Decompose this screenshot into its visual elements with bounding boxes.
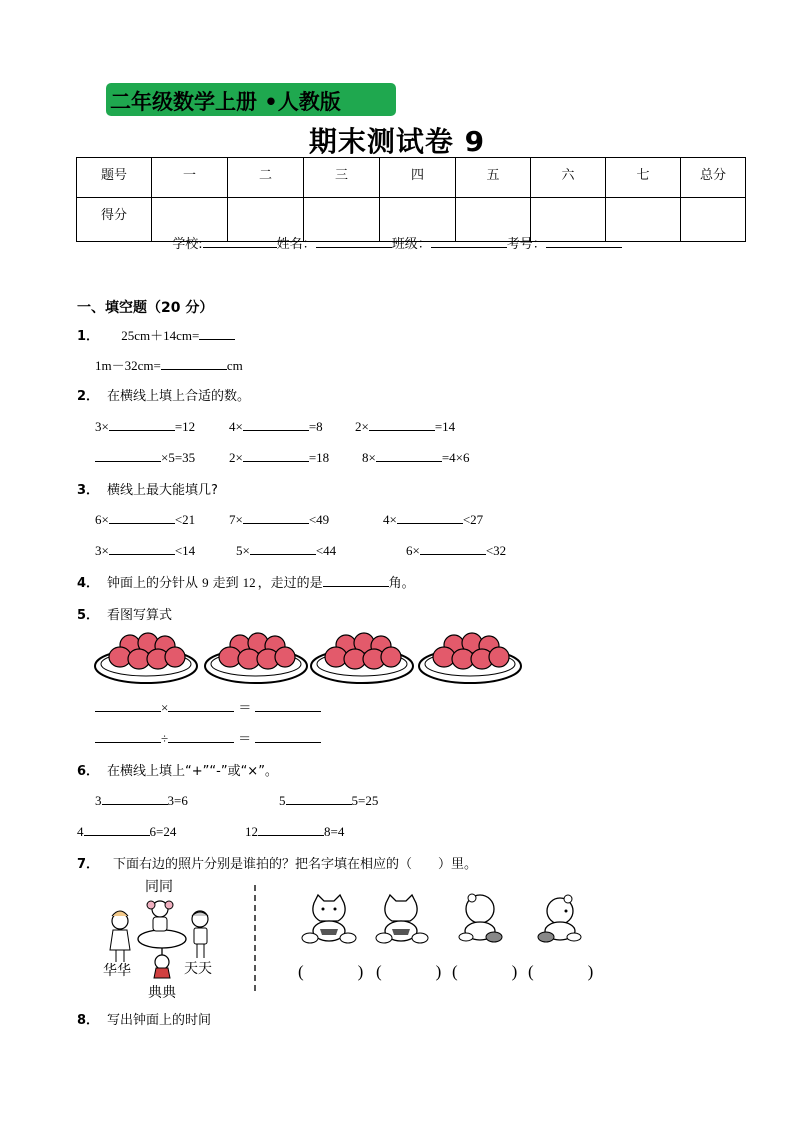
header-cell: 二: [228, 158, 304, 198]
answer-blank[interactable]: [161, 357, 227, 370]
answer-blank[interactable]: [102, 792, 168, 805]
expression: =8: [308, 419, 323, 434]
answer-blank[interactable]: [286, 792, 352, 805]
question-3: [77, 479, 218, 498]
question-5: [77, 604, 172, 623]
exam-no-blank[interactable]: [546, 235, 622, 248]
answer-blank[interactable]: [109, 542, 175, 555]
paren-open: (: [298, 962, 304, 981]
expression: 8=4: [324, 824, 345, 839]
paren-open: (: [452, 962, 458, 981]
q3-row1-c: [383, 511, 483, 528]
expression: <27: [462, 512, 484, 527]
answer-blank[interactable]: [109, 511, 175, 524]
answer-blank[interactable]: [95, 730, 161, 743]
expression: 4×: [229, 419, 243, 434]
toy-photo: [376, 895, 428, 943]
question-6: [77, 760, 278, 779]
q6-row1-b: [279, 792, 378, 809]
divide-sign: ÷: [161, 731, 169, 746]
header-cell: 七: [606, 158, 681, 198]
paren-close: ): [511, 962, 518, 981]
answer-blank[interactable]: [243, 511, 309, 524]
q3-row1-b: [229, 511, 329, 528]
header-cell: 五: [456, 158, 531, 198]
expression: 3=6: [167, 793, 188, 808]
q2-row1: [95, 418, 195, 435]
question-text: 在横线上填上合适的数。: [107, 389, 251, 404]
toy-photos: [298, 893, 588, 948]
peach-plate: [419, 633, 521, 683]
banner-text: 二年级数学上册 •人教版: [110, 90, 341, 114]
section-title: 一、填空题（20 分）: [77, 300, 214, 316]
question-text: ，走过的是: [257, 576, 323, 591]
school-label: 学校:: [172, 237, 203, 252]
question-2: [77, 385, 250, 404]
question-number: 7．: [77, 857, 100, 872]
q2-row1-c: [355, 418, 455, 435]
toy-photo: [538, 895, 581, 942]
kids-table-illustration: [100, 876, 230, 1001]
question-text: 看图写算式: [107, 608, 173, 623]
peach-plates-image: [94, 626, 524, 688]
q3-row1: [95, 511, 195, 528]
q3-row2: [95, 542, 195, 559]
expression: 5: [279, 793, 286, 808]
q3-row2-c: [406, 542, 506, 559]
expression: <21: [174, 512, 196, 527]
q3-row2-b: [236, 542, 336, 559]
expression: =14: [434, 419, 456, 434]
name-right: 天天: [184, 961, 212, 977]
paren-close: ): [587, 962, 594, 981]
expression: <44: [315, 543, 337, 558]
peach-plate: [311, 633, 413, 683]
header-cell: 六: [531, 158, 606, 198]
question-number: 3．: [77, 483, 100, 498]
answer-paren-4[interactable]: [528, 962, 593, 982]
expression: 25cm＋14cm=: [121, 328, 200, 343]
expression: 3×: [95, 419, 109, 434]
toy-photo: [302, 895, 356, 943]
expression: =18: [308, 450, 330, 465]
question-text: 角。: [388, 576, 415, 591]
answer-blank[interactable]: [255, 730, 321, 743]
question-number: 6．: [77, 764, 100, 779]
expression: 6=24: [149, 824, 177, 839]
paren-close: ): [435, 962, 442, 981]
expression: <14: [174, 543, 196, 558]
expression: 2×: [355, 419, 369, 434]
number: 12: [242, 575, 256, 590]
answer-blank[interactable]: [168, 730, 234, 743]
expression: =12: [174, 419, 196, 434]
question-8: [77, 1009, 211, 1028]
expression: =4×6: [441, 450, 470, 465]
expression: 8×: [362, 450, 376, 465]
expression: 6×: [95, 512, 109, 527]
name-blank[interactable]: [316, 235, 392, 248]
name-top: 同同: [145, 879, 173, 895]
header-cell: 三: [304, 158, 380, 198]
question-text: 在横线上填上“+”“-”或“×”。: [107, 764, 278, 779]
answer-blank[interactable]: [369, 418, 435, 431]
q6-row2: [77, 823, 176, 840]
equals-sign: ＝: [238, 700, 252, 715]
q5-divide-line: [95, 728, 321, 747]
expression: 7×: [229, 512, 243, 527]
header-cell: 题号: [77, 158, 152, 198]
expression: ×5=35: [161, 450, 196, 465]
student-info: [0, 233, 794, 252]
answer-blank[interactable]: [243, 418, 309, 431]
expression: 4×: [383, 512, 397, 527]
peach-plate: [205, 633, 307, 683]
answer-blank[interactable]: [84, 823, 150, 836]
expression: 12: [245, 824, 258, 839]
score-header-row: [77, 158, 746, 198]
answer-blank[interactable]: [199, 327, 235, 340]
answer-paren-2[interactable]: [376, 962, 441, 982]
answer-blank[interactable]: [168, 699, 234, 712]
answer-blank[interactable]: [397, 511, 463, 524]
expression: 4: [77, 824, 84, 839]
name-label: 姓名：: [276, 237, 316, 252]
question-4: [77, 572, 415, 591]
unit: cm: [226, 358, 243, 373]
paren-close: ): [357, 962, 364, 981]
answer-blank[interactable]: [323, 574, 389, 587]
question-1: [77, 325, 235, 344]
answer-paren-1[interactable]: [298, 962, 363, 982]
question-number: 8．: [77, 1013, 100, 1028]
answer-blank[interactable]: [376, 449, 442, 462]
expression: 3: [95, 793, 102, 808]
expression: 5×: [236, 543, 250, 558]
answer-blank[interactable]: [95, 449, 161, 462]
question-text: 写出钟面上的时间: [107, 1013, 212, 1028]
answer-blank[interactable]: [243, 449, 309, 462]
exam-no-label: 考号：: [506, 237, 546, 252]
expression: 1m－32cm=: [95, 358, 161, 373]
grade-banner: [106, 83, 396, 116]
answer-paren-3[interactable]: [452, 962, 517, 982]
answer-blank[interactable]: [258, 823, 324, 836]
expression: 2×: [229, 450, 243, 465]
question-number: 4．: [77, 576, 100, 591]
peach-plate: [95, 633, 197, 683]
times-sign: ×: [161, 700, 169, 715]
q2-row2-b: [229, 449, 329, 466]
name-bottom: 典典: [148, 985, 176, 1001]
q2-row1-b: [229, 418, 323, 435]
expression: <32: [485, 543, 507, 558]
q5-multiply-line: [95, 697, 321, 716]
q2-row2: [95, 449, 195, 466]
header-cell: 一: [152, 158, 228, 198]
answer-blank[interactable]: [95, 699, 161, 712]
question-text: 走到: [212, 576, 239, 591]
question-number: 2．: [77, 389, 100, 404]
question-text: 横线上最大能填几?: [107, 483, 218, 498]
answer-blank[interactable]: [109, 418, 175, 431]
expression: 3×: [95, 543, 109, 558]
question-number: 5．: [77, 608, 100, 623]
equals-sign: ＝: [238, 731, 252, 746]
expression: 5=25: [351, 793, 379, 808]
q6-row2-b: [245, 823, 344, 840]
number: 9: [202, 575, 209, 590]
q2-row2-c: [362, 449, 470, 466]
paren-open: (: [376, 962, 382, 981]
question-text: 钟面上的分针从: [107, 576, 199, 591]
answer-blank[interactable]: [420, 542, 486, 555]
score-label: 得分: [77, 198, 152, 242]
divider-dashed: [254, 885, 256, 991]
expression: <49: [308, 512, 330, 527]
answer-blank[interactable]: [255, 699, 321, 712]
page-title: 期末测试卷 9: [308, 125, 486, 158]
q1-line2: [95, 355, 243, 374]
toy-photo: [459, 894, 502, 942]
class-label: 班级：: [391, 237, 431, 252]
name-left: 华华: [103, 963, 131, 979]
question-number: 1．: [77, 329, 100, 344]
class-blank[interactable]: [431, 235, 507, 248]
school-blank[interactable]: [203, 235, 277, 248]
expression: 6×: [406, 543, 420, 558]
question-text: 下面右边的照片分别是谁拍的？把名字填在相应的（ ）里。: [113, 857, 478, 872]
answer-blank[interactable]: [250, 542, 316, 555]
q6-row1: [95, 792, 188, 809]
header-cell: 总分: [681, 158, 746, 198]
question-7: [77, 853, 477, 872]
score-table: [76, 157, 746, 242]
header-cell: 四: [380, 158, 456, 198]
paren-open: (: [528, 962, 534, 981]
